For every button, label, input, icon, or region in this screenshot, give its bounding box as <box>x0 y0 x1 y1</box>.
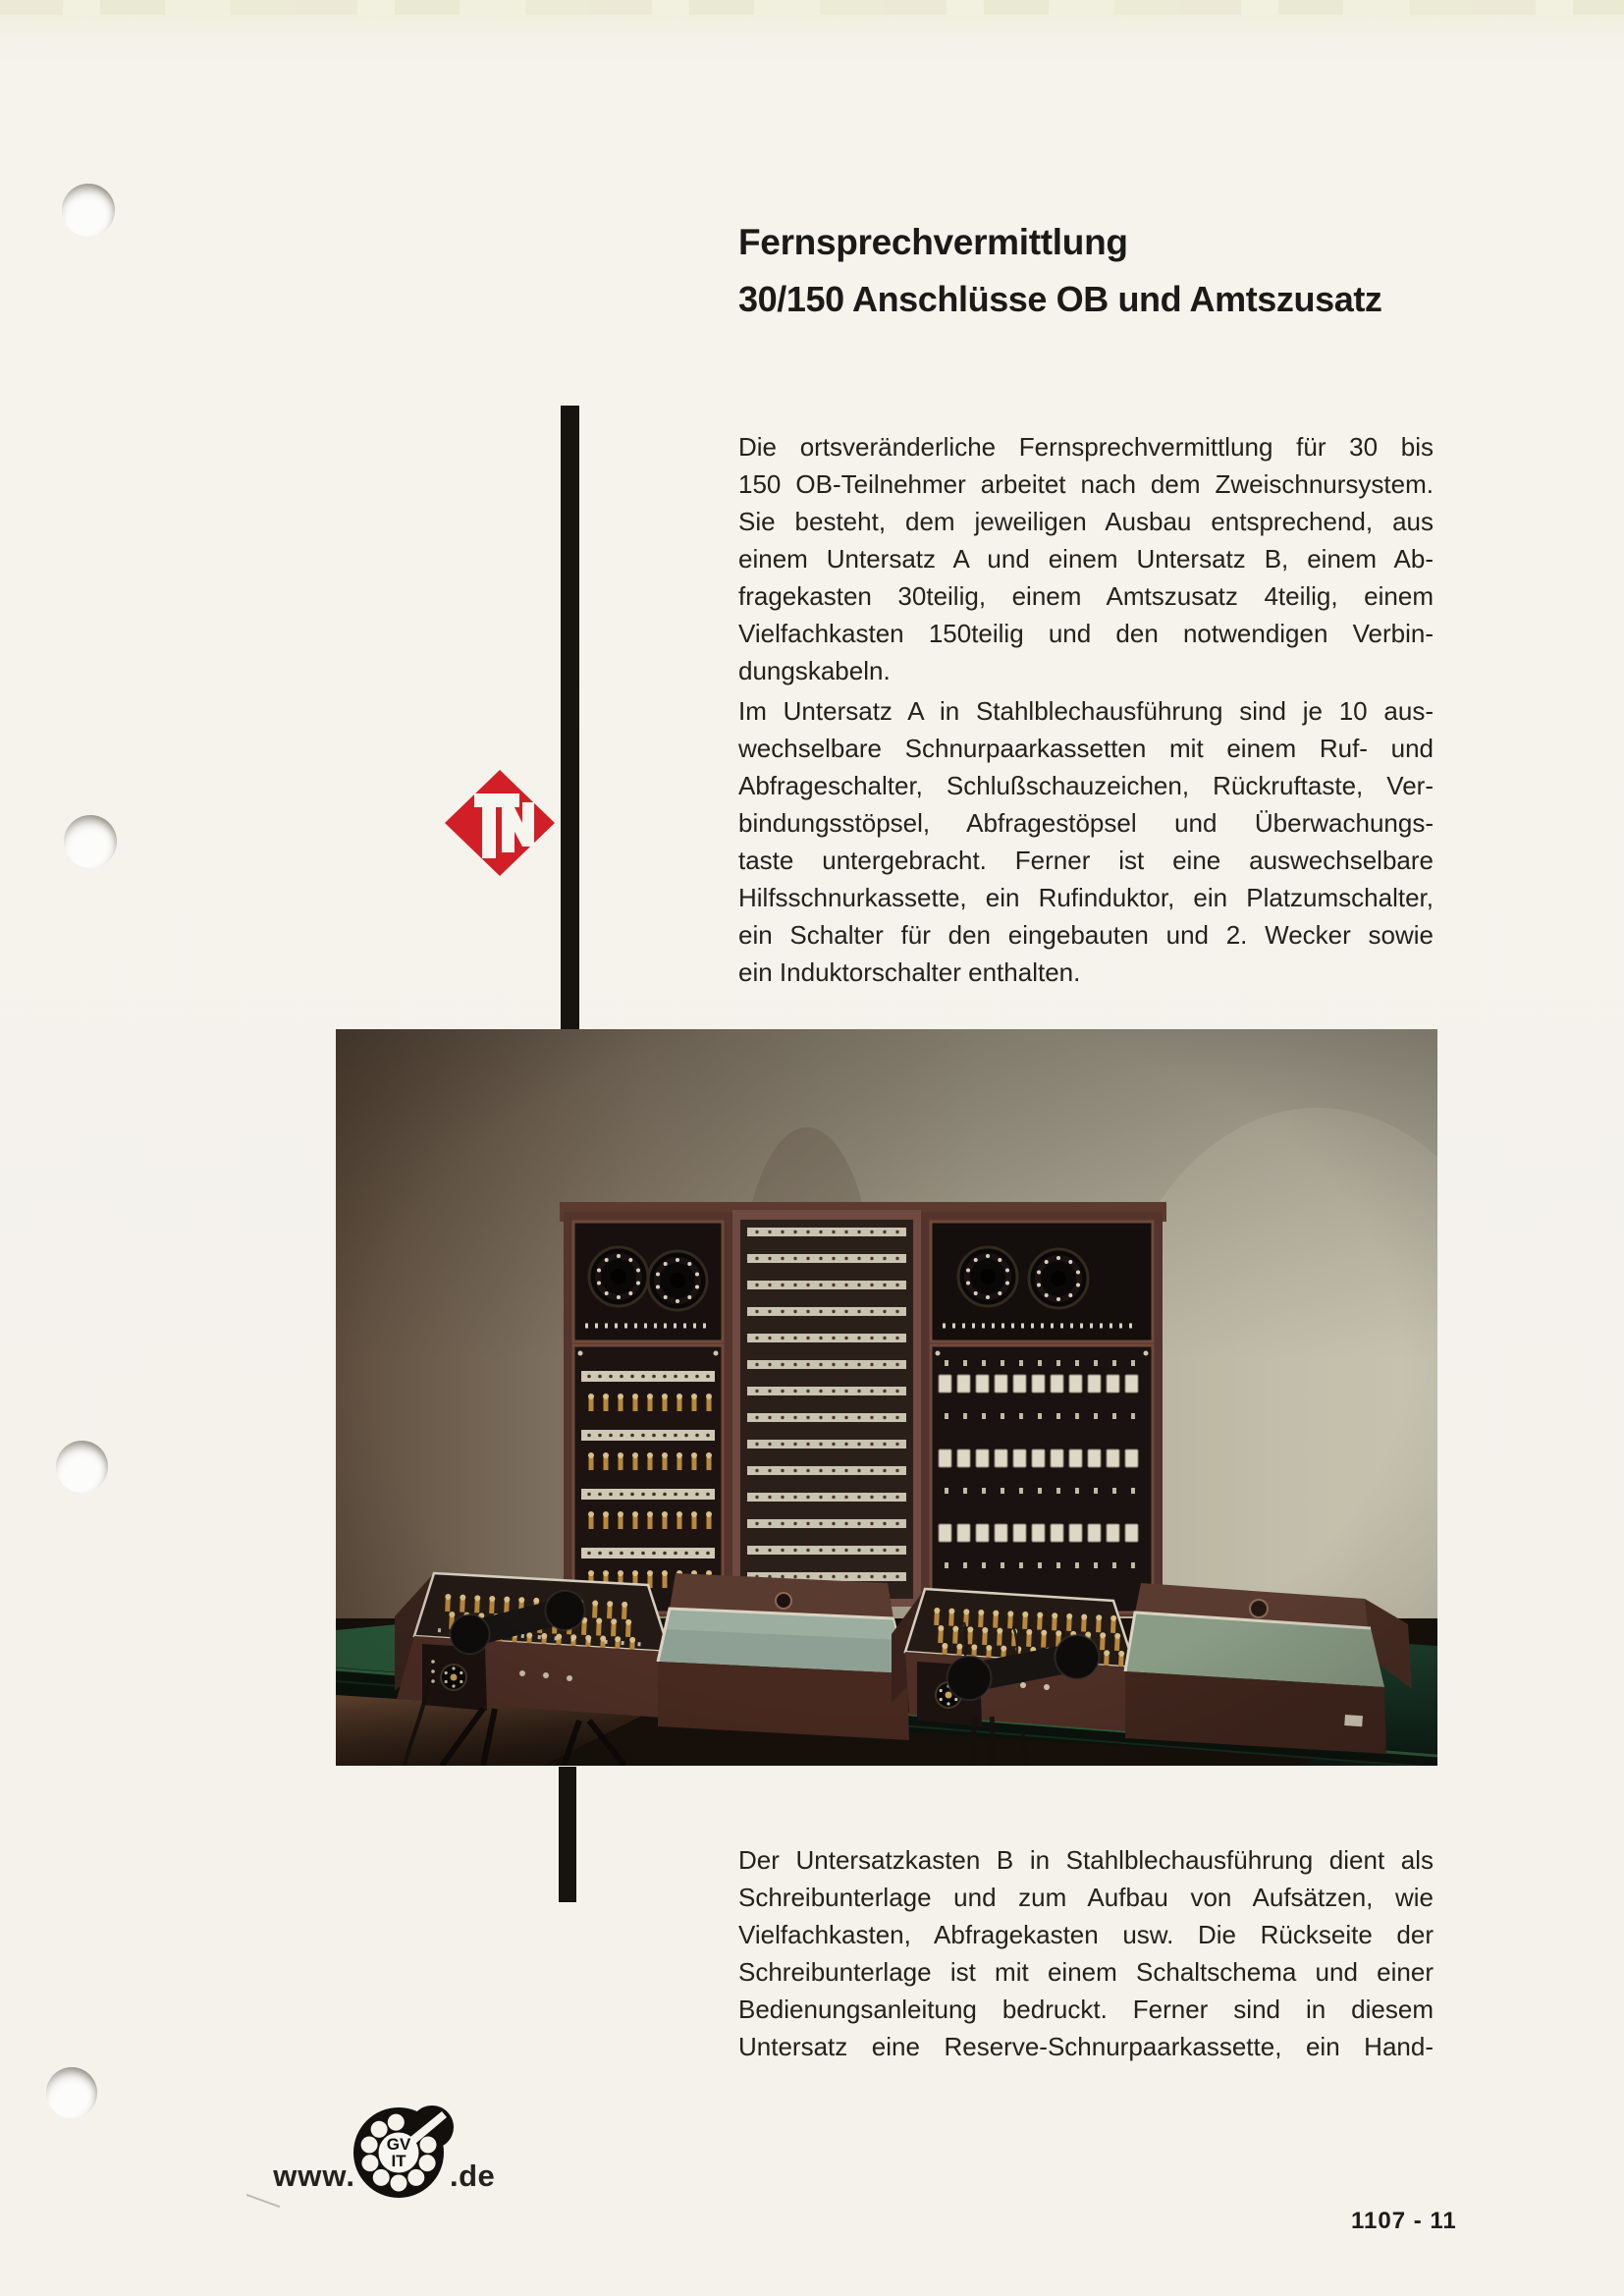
text-line: taste untergebracht. Ferner ist eine auswechselbare <box>738 846 1434 875</box>
switchboard-photo <box>336 1029 1437 1766</box>
text-line: Hilfsschnurkassette, ein Rufinduktor, ein Platzumschalter, <box>738 883 1434 912</box>
text-line: Untersatz eine Reserve-Schnurpaarkassette, ein Hand- <box>738 2032 1434 2061</box>
rotary-dial-icon <box>346 2100 460 2214</box>
page-title: Fernsprechvermittlung <box>738 222 1128 262</box>
text-line: ein Schalter für den eingebauten und 2. Wecker sowie <box>738 920 1434 950</box>
text-line: wechselbare Schnurpaarkassetten mit einem Ruf- und <box>738 734 1434 763</box>
footer-domain-label: .de <box>450 2159 496 2193</box>
punch-hole <box>62 184 115 237</box>
paragraph-1 <box>738 428 1434 689</box>
paragraph-2 <box>738 692 1434 991</box>
scan-edge-artifact <box>0 0 1624 15</box>
vertical-rule-top <box>561 406 579 1031</box>
pencil-mark <box>246 2194 281 2208</box>
text-line: Bedienungsanleitung bedruckt. Ferner sind in diesem <box>738 1995 1434 2024</box>
text-line: fragekasten 30teilig, einem Amtszusatz 4teilig, einem <box>738 581 1434 611</box>
page-number: 1107 - 11 <box>1351 2208 1457 2234</box>
text-line: dungskabeln. <box>738 656 891 685</box>
text-line: Die ortsveränderliche Fernsprechvermittlung für 30 bis <box>738 432 1434 462</box>
vertical-rule-bottom <box>559 1767 576 1902</box>
text-line: Der Untersatzkasten B in Stahlblechausführung dient als <box>738 1845 1434 1875</box>
tn-logo <box>439 768 561 880</box>
dial-text-line2: IT <box>391 2152 406 2170</box>
text-line: einem Untersatz A und einem Untersatz B, einem Ab- <box>738 544 1434 574</box>
footer-www-label: www. <box>273 2159 355 2193</box>
text-line: Schreibunterlage und zum Aufbau von Aufsätzen, wie <box>738 1883 1434 1912</box>
punch-hole <box>56 1441 108 1493</box>
text-line: Vielfachkasten, Abfragekasten usw. Die Rückseite der <box>738 1920 1434 1949</box>
text-line: 150 OB-Teilnehmer arbeitet nach dem Zweischnursystem. <box>738 469 1434 499</box>
paragraph-3 <box>738 1841 1434 2065</box>
text-line: Sie besteht, dem jeweiligen Ausbau entsprechend, aus <box>738 507 1434 536</box>
dial-text-line1: GV <box>386 2135 411 2154</box>
text-line: ein Induktorschalter enthalten. <box>738 957 1081 987</box>
tn-diamond-icon <box>439 768 561 880</box>
page-subtitle: 30/150 Anschlüsse OB und Amtszusatz <box>738 279 1382 319</box>
text-line: Abfrageschalter, Schlußschauzeichen, Rückruftaste, Ver- <box>738 771 1434 800</box>
switchboard-photo-image <box>336 1029 1437 1766</box>
text-line: Im Untersatz A in Stahlblechausführung sind je 10 aus- <box>738 696 1434 726</box>
scan-edge-fade <box>0 15 1624 40</box>
punch-hole <box>64 815 117 868</box>
text-line: Vielfachkasten 150teilig und den notwendigen Verbin- <box>738 619 1434 648</box>
punch-hole <box>46 2067 97 2118</box>
text-line: bindungsstöpsel, Abfragestöpsel und Überwachungs- <box>738 808 1434 838</box>
text-line: Schreibunterlage ist mit einem Schaltschema und einer <box>738 1957 1434 1987</box>
